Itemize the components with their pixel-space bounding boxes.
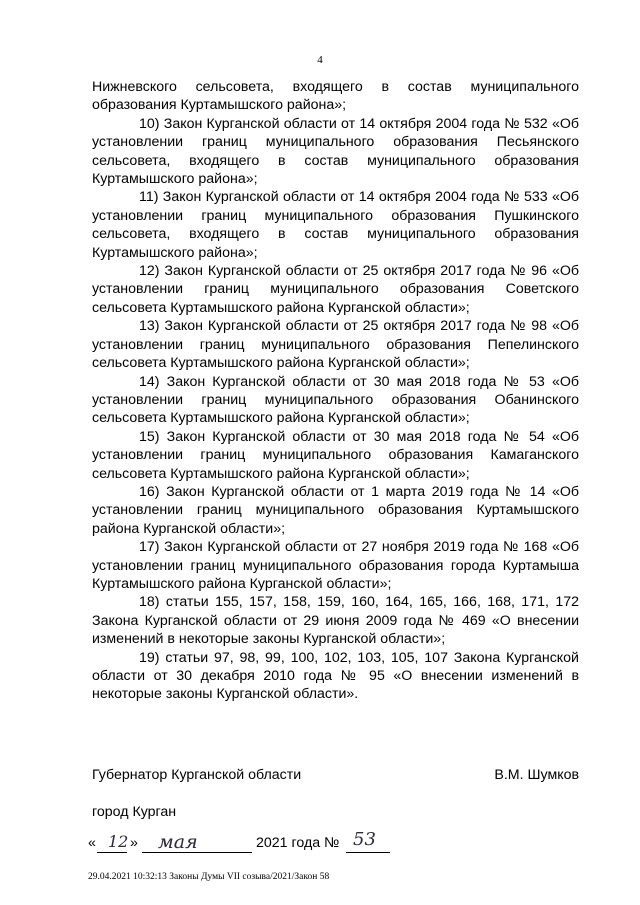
date-line [88,829,398,858]
list-item-16: 16) Закон Курганской области от 1 марта 2019 года № 14 «Об установлении границ муниципального образования Куртамышского района Курганской области»; [92,483,579,537]
month-handwritten: мая [158,831,198,853]
month-underline [142,852,252,853]
governor-name: В.М. Шумков [494,767,579,783]
law-list-body [92,78,579,704]
list-item-continuation: Нижневского сельсовета, входящего в состав муниципального образования Куртамышского района»; [92,79,579,114]
number-underline [346,852,390,853]
list-item-18: 18) статьи 155, 157, 158, 159, 160, 164, 165, 166, 168, 171, 172 Закона Курганской области от 29 июня 2009 года № 469 «О внесении изменений в некоторые законы Курганской области»; [92,594,579,648]
page-number: 4 [317,54,323,66]
list-item-14: 14) Закон Курганской области от 30 мая 2018 года № 53 «Об установлении границ муниципального образования Обанинского сельсовета Куртамышского района Курганской области»; [92,373,579,427]
list-item-17: 17) Закон Курганской области от 27 ноября 2019 года № 168 «Об установлении границ муниципального образования города Куртамыша Куртамышского района Курганской области»; [92,539,579,592]
list-item-13: 13) Закон Курганской области от 25 октября 2017 года № 98 «Об установлении границ муниципального образования Пепелинского сельсовета Куртамышского района Курганской области»; [92,318,579,372]
day-underline [97,852,127,853]
law-number-handwritten: 53 [353,829,376,850]
list-item-12: 12) Закон Курганской области от 25 октября 2017 года № 96 «Об установлении границ муниципального образования Советского сельсовета Куртамышского района Курганской области»; [92,263,579,316]
list-item-15: 15) Закон Курганской области от 30 мая 2018 года № 54 «Об установлении границ муниципального образования Камаганского сельсовета Куртамышского района Курганской области»; [92,428,579,482]
document-footer: 29.04.2021 10:32:13 Законы Думы VII созыва/2021/Закон 58 [88,872,330,882]
list-item-10: 10) Закон Курганской области от 14 октября 2004 года № 532 «Об установлении границ муниципального образования Песьянского сельсовета, входящего в состав муниципального образования Куртамышского района»; [92,115,579,188]
close-quote: » [130,835,138,851]
open-quote: « [88,835,96,851]
city-line: город Курган [92,804,177,820]
list-item-19: 19) статьи 97, 98, 99, 100, 102, 103, 105, 107 Закона Курганской области от 30 декабря 2010 года № 95 «О внесении изменений в некоторые законы Курганской области». [92,649,579,703]
list-item-11: 11) Закон Курганской области от 14 октября 2004 года № 533 «Об установлении границ муниципального образования Пушкинского сельсовета, входящего в состав муниципального образования Куртамышского района»; [92,189,579,261]
year-number-label: 2021 года № [256,835,340,851]
day-handwritten: 12 [108,832,129,851]
governor-title: Губернатор Курганской области [92,767,302,783]
